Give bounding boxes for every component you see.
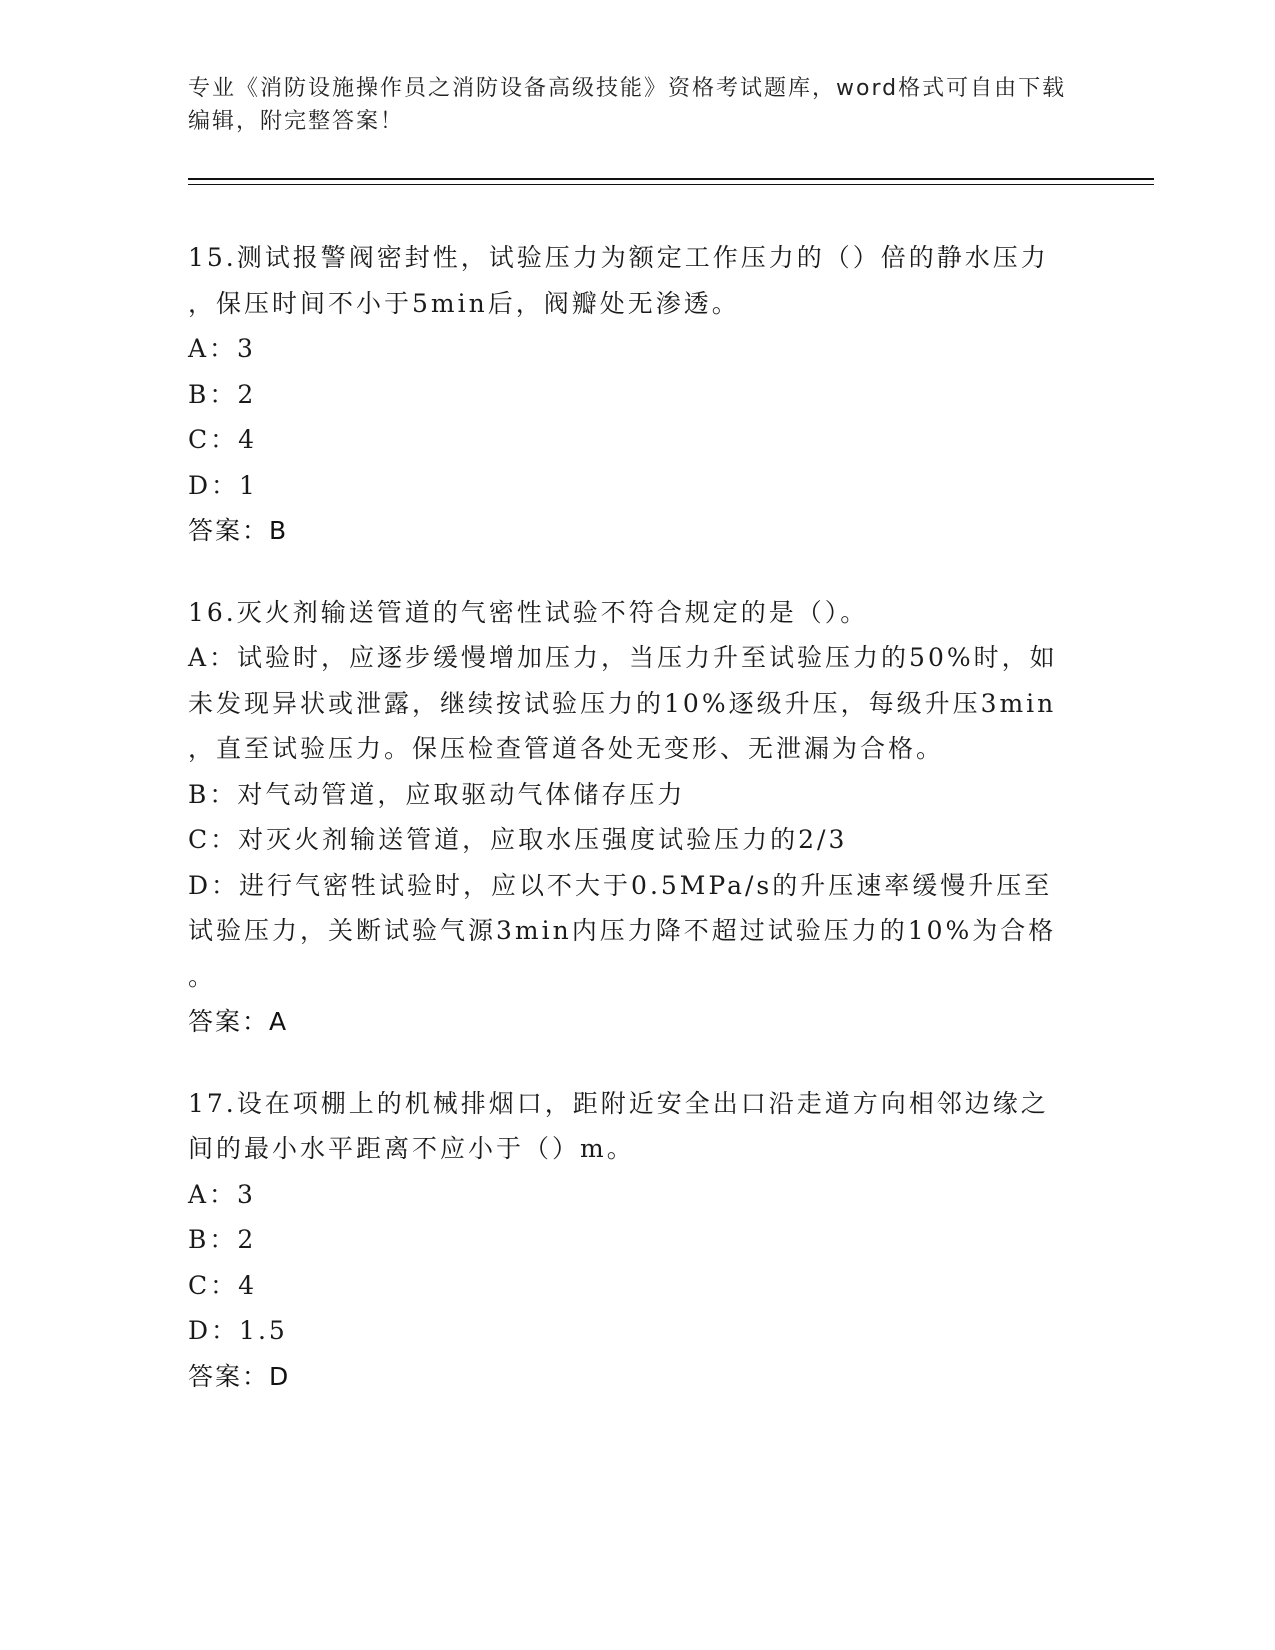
option-a-cont: ，直至试验压力。保压检查管道各处无变形、无泄漏为合格。 — [188, 734, 945, 763]
answer-label: 答案：B — [188, 516, 289, 545]
header-divider-thin — [188, 184, 1154, 185]
question-stem: ，保压时间不小于5min后，阀瓣处无渗透。 — [188, 288, 740, 318]
question-stem: 间的最小水平距离不应小于（）m。 — [188, 1134, 635, 1163]
option-d: D：1.5 — [188, 1316, 288, 1345]
option-a: A：3 — [188, 1179, 256, 1209]
option-d-cont: 。 — [188, 961, 217, 991]
option-d: D：1 — [188, 470, 258, 500]
question-stem: 16.灭火剂输送管道的气密性试验不符合规定的是（）。 — [188, 597, 869, 627]
answer-label: 答案：A — [188, 1007, 289, 1036]
question-15 — [188, 235, 1078, 554]
question-stem: 17.设在项棚上的机械排烟口，距附近安全出口沿走道方向相邻边缘之 — [188, 1088, 1049, 1118]
option-a-cont: 未发现异状或泄露，继续按试验压力的10%逐级升压，每级升压3min — [188, 688, 1057, 718]
question-list — [188, 235, 1078, 1435]
option-d: D：进行气密牲试验时，应以不大于0.5MPa/s的升压速率缓慢升压至 — [188, 870, 1053, 900]
document-header: 专业《消防设施操作员之消防设备高级技能》资格考试题库，word格式可自由下载编辑，附完整答案！ — [188, 76, 1067, 134]
option-a: A：3 — [188, 334, 256, 363]
answer-label: 答案：D — [188, 1361, 291, 1391]
question-16 — [188, 590, 1078, 1045]
header-divider-thick — [188, 178, 1154, 180]
option-d-cont: 试验压力，关断试验气源3min内压力降不超过试验压力的10%为合格 — [188, 916, 1057, 945]
option-a: A：试验时，应逐步缓慢增加压力，当压力升至试验压力的50%时，如 — [188, 643, 1058, 672]
option-c: C：对灭火剂输送管道，应取水压强度试验压力的2/3 — [188, 825, 848, 854]
option-b: B：对气动管道，应取驱动气体储存压力 — [188, 779, 686, 809]
option-c: C：4 — [188, 1270, 258, 1300]
option-b: B：2 — [188, 379, 257, 409]
option-b: B：2 — [188, 1225, 257, 1254]
option-c: C：4 — [188, 425, 258, 454]
question-17 — [188, 1081, 1078, 1400]
question-stem: 15.测试报警阀密封性，试验压力为额定工作压力的（）倍的静水压力 — [188, 243, 1049, 272]
